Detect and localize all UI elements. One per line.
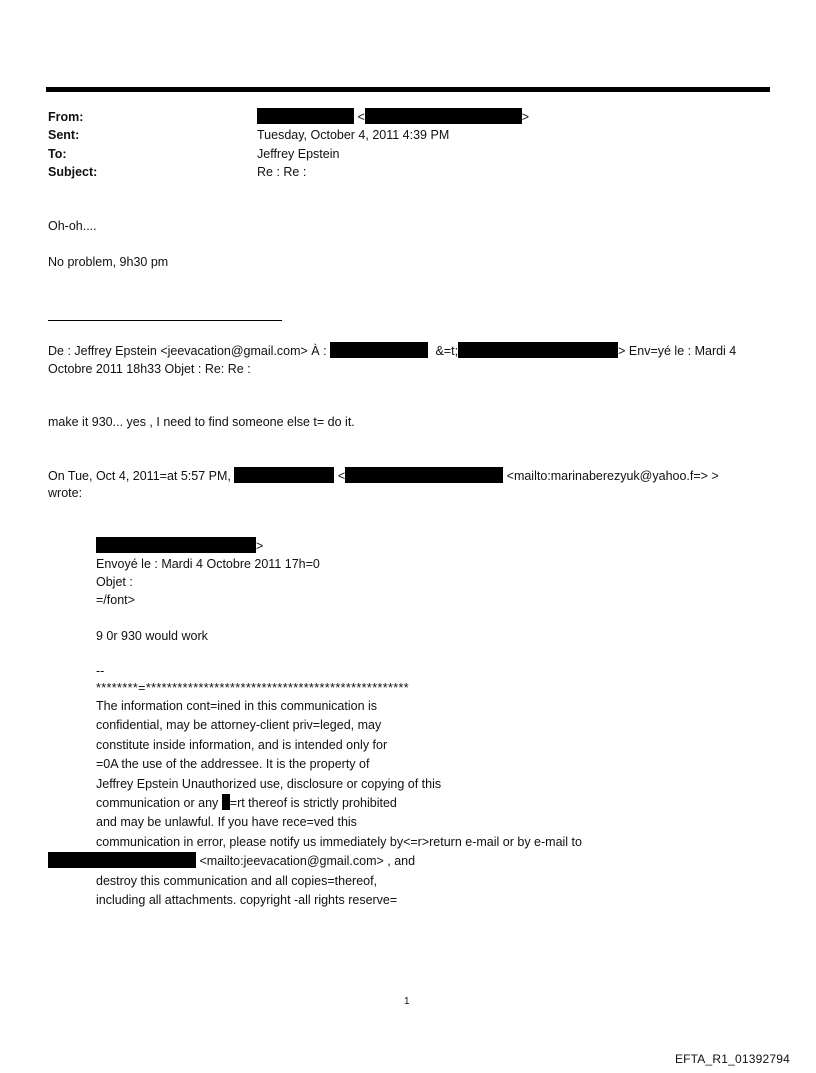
from-value — [257, 108, 529, 126]
on-wrote-part3: <mailto:marinaberezyuk@yahoo.f=> > — [506, 469, 719, 483]
disclaimer-line — [48, 852, 582, 871]
quoted-header-line-1 — [48, 342, 736, 360]
quoted-header-part3: > Env=yé le : Mardi 4 — [618, 344, 737, 358]
disclaimer-line: destroy this communication and all copies=thereof, — [96, 873, 378, 888]
quoted-message: make it 930... yes , I need to find someone else t= do it. — [48, 415, 355, 429]
disclaimer-block — [96, 697, 582, 910]
disclaimer-line: and may be unlawful. If you have rece=ved this — [96, 815, 357, 830]
redaction-box — [222, 794, 230, 810]
redaction-box — [345, 467, 503, 483]
redaction-box — [96, 537, 256, 553]
disclaimer-line: =0A the use of the addressee. It is the property of — [96, 757, 370, 772]
redaction-box — [257, 108, 354, 124]
to-label: To: — [48, 147, 67, 161]
redacted-address-line — [96, 537, 263, 555]
disclaimer-line: constitute inside information, and is intended only for — [96, 737, 388, 752]
disclaimer-line-part: communication or any — [96, 796, 219, 811]
disclaimer-line: The information cont=ined in this communication is — [96, 699, 378, 713]
redaction-box — [48, 852, 196, 868]
top-rule — [46, 87, 770, 92]
on-wrote-line — [48, 467, 719, 485]
wrote-label: wrote: — [48, 486, 83, 500]
from-label: From: — [48, 110, 84, 124]
subject-label: Subject: — [48, 165, 98, 179]
dashes-line: -- — [96, 664, 105, 678]
sent-value: Tuesday, October 4, 2011 4:39 PM — [257, 128, 450, 142]
disclaimer-line: including all attachments. copyright -all rights reserve= — [96, 893, 398, 908]
sent-label: Sent: — [48, 128, 80, 142]
disclaimer-line-part: =rt thereof is strictly prohibited — [229, 796, 397, 811]
on-wrote-part2: < — [337, 469, 346, 483]
disclaimer-line: confidential, may be attorney-client priv=leged, may — [96, 718, 382, 733]
objet-line: Objet : — [96, 575, 133, 589]
separator-line — [48, 320, 282, 321]
from-open-bracket: < — [357, 110, 365, 124]
disclaimer-line — [96, 794, 582, 813]
body-line-2: No problem, 9h30 pm — [48, 255, 169, 269]
gt-symbol: > — [256, 539, 264, 553]
redaction-box — [330, 342, 428, 358]
redaction-box — [365, 108, 522, 124]
disclaimer-line-part: <mailto:jeevacation@gmail.com> , and — [199, 854, 416, 869]
document-id: EFTA_R1_01392794 — [674, 1052, 790, 1066]
disclaimer-line: Jeffrey Epstein Unauthorized use, disclosure or copying of this — [96, 776, 442, 791]
to-value: Jeffrey Epstein — [257, 147, 340, 161]
would-work-line: 9 0r 930 would work — [96, 629, 208, 643]
subject-value: Re : Re : — [257, 165, 307, 179]
redaction-box — [234, 467, 334, 483]
redaction-box — [458, 342, 618, 358]
on-wrote-part1: On Tue, Oct 4, 2011=at 5:57 PM, — [48, 469, 231, 483]
page-number: 1 — [404, 996, 410, 1007]
disclaimer-line: communication in error, please notify us immediately by<=r>return e-mail or by e-mail to — [96, 834, 582, 849]
font-tag-line: =/font> — [96, 593, 135, 607]
from-close-bracket: > — [521, 110, 530, 124]
envoye-line: Envoyé le : Mardi 4 Octobre 2011 17h=0 — [96, 557, 320, 571]
quoted-header-part2: &=t; — [435, 344, 459, 358]
body-line-1: Oh-oh.... — [48, 219, 97, 233]
quoted-header-part1: De : Jeffrey Epstein <jeevacation@gmail.com> À : — [48, 344, 327, 358]
stars-line: ********=************************************************** — [96, 681, 410, 695]
quoted-header-line-2: Octobre 2011 18h33 Objet : Re: Re : — [48, 362, 251, 376]
